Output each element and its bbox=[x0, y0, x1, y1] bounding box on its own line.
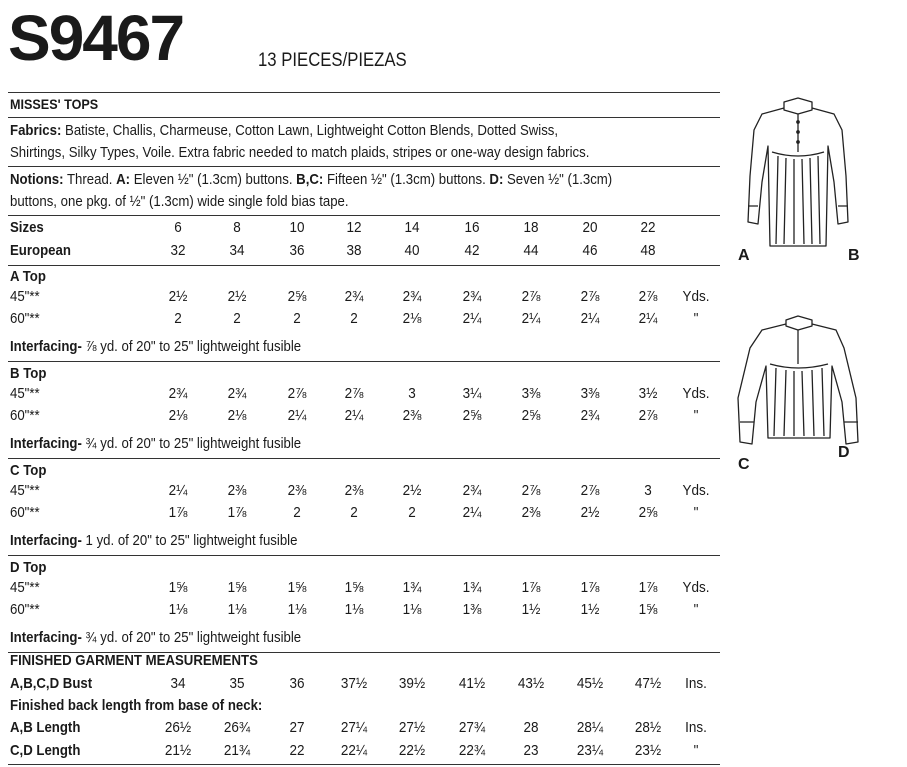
table-cell: 34 bbox=[229, 242, 245, 259]
fabrics-text-2: Shirtings, Silky Types, Voile. Extra fabric needed to match plaids, stripes or one-way design fabrics. bbox=[10, 144, 590, 161]
table-cell: 2⅜ bbox=[287, 482, 307, 499]
back-length-label: Finished back length from base of neck: bbox=[10, 697, 263, 714]
divider bbox=[8, 166, 720, 167]
figure-letter-a: A bbox=[738, 247, 750, 264]
row-label: 45"** bbox=[10, 288, 40, 305]
table-cell: 44 bbox=[523, 242, 539, 259]
cd-length-unit: " bbox=[693, 742, 699, 759]
table-cell: 1⅞ bbox=[168, 504, 188, 521]
divider bbox=[8, 458, 720, 459]
notions-line-1 bbox=[10, 171, 612, 188]
table-cell: 2⅞ bbox=[521, 288, 541, 305]
european-label: European bbox=[10, 242, 71, 259]
table-cell: 3 bbox=[644, 482, 652, 499]
fabrics-line-1 bbox=[10, 122, 558, 139]
table-cell: 21½ bbox=[164, 742, 192, 759]
table-cell: 2¾ bbox=[227, 385, 247, 402]
table-cell: 2⅝ bbox=[521, 407, 541, 424]
table-cell: 26½ bbox=[164, 719, 192, 736]
top-cd-illustration bbox=[732, 314, 864, 452]
table-cell: 2¼ bbox=[521, 310, 541, 327]
table-cell: 23 bbox=[523, 742, 539, 759]
divider bbox=[8, 117, 720, 118]
table-cell: 8 bbox=[233, 219, 241, 236]
table-cell: 48 bbox=[640, 242, 656, 259]
table-cell: 23¼ bbox=[576, 742, 604, 759]
unit-label: Yds. bbox=[682, 482, 710, 499]
table-cell: 20 bbox=[582, 219, 598, 236]
table-cell: 1¾ bbox=[402, 579, 422, 596]
divider bbox=[8, 92, 720, 93]
table-cell: 2⅞ bbox=[638, 407, 658, 424]
notions-a-label: A: bbox=[116, 171, 131, 188]
pattern-number: S9467 bbox=[8, 2, 184, 74]
table-cell: 14 bbox=[404, 219, 420, 236]
table-cell: 2½ bbox=[227, 288, 247, 305]
table-cell: 39½ bbox=[398, 675, 426, 692]
table-cell: 2¾ bbox=[462, 288, 482, 305]
table-cell: 1⅞ bbox=[521, 579, 541, 596]
unit-label: Yds. bbox=[682, 385, 710, 402]
table-cell: 2½ bbox=[402, 482, 422, 499]
row-label: 60"** bbox=[10, 310, 40, 327]
unit-label: " bbox=[693, 407, 699, 424]
interfacing-label: Interfacing- bbox=[10, 435, 82, 452]
figure-letter-c: C bbox=[738, 456, 750, 473]
table-cell: 2⅞ bbox=[580, 288, 600, 305]
ab-length-unit: Ins. bbox=[685, 719, 707, 736]
table-cell: 2¾ bbox=[402, 288, 422, 305]
view-title: C Top bbox=[10, 462, 47, 479]
table-cell: 2⅝ bbox=[287, 288, 307, 305]
table-cell: 34 bbox=[170, 675, 186, 692]
unit-label: Yds. bbox=[682, 579, 710, 596]
cd-length-label: C,D Length bbox=[10, 742, 81, 759]
table-cell: 2⅜ bbox=[344, 482, 364, 499]
table-cell: 32 bbox=[170, 242, 186, 259]
table-cell: 3 bbox=[408, 385, 416, 402]
table-cell: 27½ bbox=[398, 719, 426, 736]
sizes-label: Sizes bbox=[10, 219, 44, 236]
unit-label: " bbox=[693, 504, 699, 521]
unit-label: " bbox=[693, 310, 699, 327]
table-cell: 28½ bbox=[634, 719, 662, 736]
interfacing-text: 1 yd. of 20" to 25" lightweight fusible bbox=[85, 532, 298, 549]
row-label: 45"** bbox=[10, 482, 40, 499]
table-cell: 1⅞ bbox=[580, 579, 600, 596]
notions-d-text: Seven ½" (1.3cm) bbox=[507, 171, 613, 188]
interfacing-text: ⅞ yd. of 20" to 25" lightweight fusible bbox=[85, 338, 302, 355]
unit-label: " bbox=[693, 601, 699, 618]
divider bbox=[8, 764, 720, 765]
table-cell: 35 bbox=[229, 675, 245, 692]
table-cell: 2⅞ bbox=[344, 385, 364, 402]
notions-a-text: Eleven ½" (1.3cm) buttons. bbox=[133, 171, 293, 188]
table-cell: 2 bbox=[174, 310, 182, 327]
finished-title: FINISHED GARMENT MEASUREMENTS bbox=[10, 652, 258, 669]
interfacing-line bbox=[10, 532, 297, 549]
table-cell: 2⅞ bbox=[580, 482, 600, 499]
table-cell: 6 bbox=[174, 219, 182, 236]
bust-unit: Ins. bbox=[685, 675, 707, 692]
table-cell: 2⅜ bbox=[521, 504, 541, 521]
table-cell: 42 bbox=[464, 242, 480, 259]
table-cell: 2¼ bbox=[462, 504, 482, 521]
table-cell: 16 bbox=[464, 219, 480, 236]
table-cell: 18 bbox=[523, 219, 539, 236]
table-cell: 2 bbox=[293, 310, 301, 327]
table-cell: 22 bbox=[640, 219, 656, 236]
table-cell: 3⅜ bbox=[580, 385, 600, 402]
row-label: 45"** bbox=[10, 579, 40, 596]
table-cell: 36 bbox=[289, 675, 305, 692]
table-cell: 2⅞ bbox=[638, 288, 658, 305]
table-cell: 1⅝ bbox=[344, 579, 364, 596]
notions-bc-text: Fifteen ½" (1.3cm) buttons. bbox=[326, 171, 486, 188]
table-cell: 22 bbox=[289, 742, 305, 759]
table-cell: 2 bbox=[350, 504, 358, 521]
table-cell: 12 bbox=[346, 219, 362, 236]
table-cell: 2¾ bbox=[344, 288, 364, 305]
row-label: 45"** bbox=[10, 385, 40, 402]
notions-thread: Thread. bbox=[66, 171, 113, 188]
table-cell: 1⅛ bbox=[402, 601, 422, 618]
table-cell: 2 bbox=[350, 310, 358, 327]
table-cell: 1⅛ bbox=[344, 601, 364, 618]
pieces-count: 13 PIECES/PIEZAS bbox=[258, 50, 407, 71]
interfacing-line bbox=[10, 629, 301, 646]
table-cell: 27¾ bbox=[458, 719, 486, 736]
top-ab-illustration bbox=[732, 96, 864, 254]
table-cell: 1⅜ bbox=[462, 601, 482, 618]
row-label: 60"** bbox=[10, 407, 40, 424]
table-cell: 21¾ bbox=[223, 742, 251, 759]
notions-bc-label: B,C: bbox=[296, 171, 324, 188]
divider bbox=[8, 265, 720, 266]
table-cell: 1⅝ bbox=[227, 579, 247, 596]
interfacing-line bbox=[10, 338, 301, 355]
table-cell: 40 bbox=[404, 242, 420, 259]
table-cell: 1½ bbox=[521, 601, 541, 618]
table-cell: 43½ bbox=[517, 675, 545, 692]
interfacing-label: Interfacing- bbox=[10, 532, 82, 549]
table-cell: 1⅛ bbox=[287, 601, 307, 618]
fabrics-text-1: Batiste, Challis, Charmeuse, Cotton Lawn, Lightweight Cotton Blends, Dotted Swiss, bbox=[65, 122, 559, 139]
table-cell: 2 bbox=[233, 310, 241, 327]
table-cell: 2⅛ bbox=[402, 310, 422, 327]
divider bbox=[8, 361, 720, 362]
table-cell: 2⅛ bbox=[168, 407, 188, 424]
table-cell: 38 bbox=[346, 242, 362, 259]
ab-length-label: A,B Length bbox=[10, 719, 81, 736]
table-cell: 22½ bbox=[398, 742, 426, 759]
notions-label: Notions: bbox=[10, 171, 64, 188]
table-cell: 3¼ bbox=[462, 385, 482, 402]
notions-text-2: buttons, one pkg. of ½" (1.3cm) wide single fold bias tape. bbox=[10, 193, 349, 210]
table-cell: 1⅞ bbox=[638, 579, 658, 596]
table-cell: 28¼ bbox=[576, 719, 604, 736]
view-title: B Top bbox=[10, 365, 47, 382]
table-cell: 1⅝ bbox=[638, 601, 658, 618]
view-title: D Top bbox=[10, 559, 47, 576]
category-title: MISSES' TOPS bbox=[10, 96, 99, 112]
table-cell: 1¾ bbox=[462, 579, 482, 596]
table-cell: 2½ bbox=[580, 504, 600, 521]
interfacing-text: ¾ yd. of 20" to 25" lightweight fusible bbox=[85, 629, 302, 646]
table-cell: 2¾ bbox=[462, 482, 482, 499]
table-cell: 26¾ bbox=[223, 719, 251, 736]
figure-letter-d: D bbox=[838, 444, 850, 461]
table-cell: 2⅝ bbox=[638, 504, 658, 521]
table-cell: 2¼ bbox=[462, 310, 482, 327]
table-cell: 2¾ bbox=[580, 407, 600, 424]
table-cell: 2½ bbox=[168, 288, 188, 305]
notions-d-label: D: bbox=[489, 171, 504, 188]
table-cell: 2¾ bbox=[168, 385, 188, 402]
unit-label: Yds. bbox=[682, 288, 710, 305]
table-cell: 41½ bbox=[458, 675, 486, 692]
table-cell: 47½ bbox=[634, 675, 662, 692]
table-cell: 46 bbox=[582, 242, 598, 259]
bust-label: A,B,C,D Bust bbox=[10, 675, 93, 692]
interfacing-label: Interfacing- bbox=[10, 338, 82, 355]
table-cell: 36 bbox=[289, 242, 305, 259]
table-cell: 45½ bbox=[576, 675, 604, 692]
table-cell: 10 bbox=[289, 219, 305, 236]
table-cell: 27¼ bbox=[340, 719, 368, 736]
interfacing-label: Interfacing- bbox=[10, 629, 82, 646]
table-cell: 2⅝ bbox=[462, 407, 482, 424]
interfacing-text: ¾ yd. of 20" to 25" lightweight fusible bbox=[85, 435, 302, 452]
table-cell: 2¼ bbox=[638, 310, 658, 327]
table-cell: 27 bbox=[289, 719, 305, 736]
table-cell: 2¼ bbox=[580, 310, 600, 327]
table-cell: 1⅝ bbox=[287, 579, 307, 596]
table-cell: 3⅜ bbox=[521, 385, 541, 402]
table-cell: 1⅞ bbox=[227, 504, 247, 521]
table-cell: 1⅛ bbox=[168, 601, 188, 618]
table-cell: 2 bbox=[408, 504, 416, 521]
table-cell: 2¼ bbox=[168, 482, 188, 499]
table-cell: 37½ bbox=[340, 675, 368, 692]
table-cell: 2⅞ bbox=[287, 385, 307, 402]
table-cell: 23½ bbox=[634, 742, 662, 759]
row-label: 60"** bbox=[10, 504, 40, 521]
table-cell: 2⅛ bbox=[227, 407, 247, 424]
view-title: A Top bbox=[10, 268, 46, 285]
table-cell: 2¼ bbox=[287, 407, 307, 424]
table-cell: 1⅝ bbox=[168, 579, 188, 596]
table-cell: 1⅛ bbox=[227, 601, 247, 618]
divider bbox=[8, 215, 720, 216]
table-cell: 22¼ bbox=[340, 742, 368, 759]
divider bbox=[8, 555, 720, 556]
table-cell: 2¼ bbox=[344, 407, 364, 424]
table-cell: 2⅞ bbox=[521, 482, 541, 499]
row-label: 60"** bbox=[10, 601, 40, 618]
table-cell: 1½ bbox=[580, 601, 600, 618]
interfacing-line bbox=[10, 435, 301, 452]
figure-letter-b: B bbox=[848, 247, 860, 264]
table-cell: 2⅜ bbox=[402, 407, 422, 424]
table-cell: 2⅜ bbox=[227, 482, 247, 499]
table-cell: 28 bbox=[523, 719, 539, 736]
table-cell: 22¾ bbox=[458, 742, 486, 759]
table-cell: 3½ bbox=[638, 385, 658, 402]
fabrics-label: Fabrics: bbox=[10, 122, 62, 139]
table-cell: 2 bbox=[293, 504, 301, 521]
